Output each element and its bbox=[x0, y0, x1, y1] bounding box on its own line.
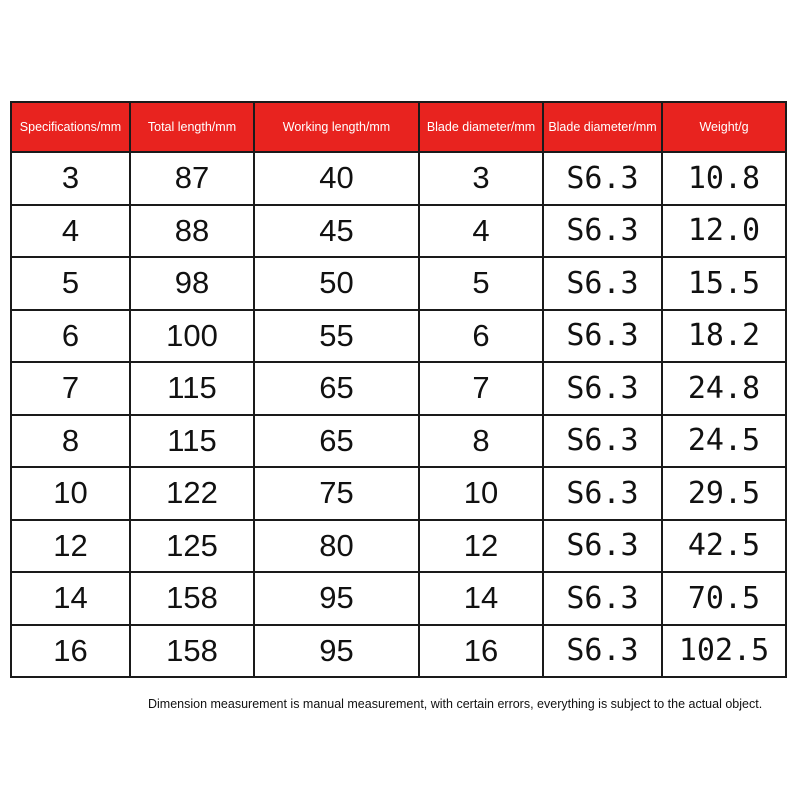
spec-cell: 3 bbox=[11, 152, 130, 205]
table-row bbox=[11, 467, 786, 520]
total-length-cell: 87 bbox=[130, 152, 254, 205]
working-length-cell: 75 bbox=[254, 467, 419, 520]
working-length-cell: 45 bbox=[254, 205, 419, 258]
table-body bbox=[11, 152, 786, 677]
blade-diameter-cell: 12 bbox=[419, 520, 543, 573]
total-length-cell: 88 bbox=[130, 205, 254, 258]
total-length-cell: 115 bbox=[130, 415, 254, 468]
weight-cell: 18.2 bbox=[662, 310, 786, 363]
table-row bbox=[11, 625, 786, 678]
blade-diameter-cell: 5 bbox=[419, 257, 543, 310]
total-length-cell: 98 bbox=[130, 257, 254, 310]
table-row bbox=[11, 362, 786, 415]
table-row bbox=[11, 205, 786, 258]
header-total-length: Total length/mm bbox=[130, 102, 254, 152]
header-blade-diameter-shank: Blade diameter/mm bbox=[543, 102, 662, 152]
table-row bbox=[11, 572, 786, 625]
spec-cell: 4 bbox=[11, 205, 130, 258]
spec-cell: 10 bbox=[11, 467, 130, 520]
shank-cell: S6.3 bbox=[543, 625, 662, 678]
spec-cell: 8 bbox=[11, 415, 130, 468]
blade-diameter-cell: 14 bbox=[419, 572, 543, 625]
total-length-cell: 125 bbox=[130, 520, 254, 573]
spec-cell: 5 bbox=[11, 257, 130, 310]
blade-diameter-cell: 8 bbox=[419, 415, 543, 468]
table-row bbox=[11, 310, 786, 363]
header-weight: Weight/g bbox=[662, 102, 786, 152]
footnote: Dimension measurement is manual measurement, with certain errors, everything is subject to the actual object. bbox=[148, 697, 763, 711]
working-length-cell: 65 bbox=[254, 415, 419, 468]
blade-diameter-cell: 10 bbox=[419, 467, 543, 520]
blade-diameter-cell: 6 bbox=[419, 310, 543, 363]
shank-cell: S6.3 bbox=[543, 572, 662, 625]
shank-cell: S6.3 bbox=[543, 205, 662, 258]
header-specifications: Specifications/mm bbox=[11, 102, 130, 152]
working-length-cell: 95 bbox=[254, 572, 419, 625]
table-row bbox=[11, 257, 786, 310]
shank-cell: S6.3 bbox=[543, 310, 662, 363]
shank-cell: S6.3 bbox=[543, 362, 662, 415]
blade-diameter-cell: 16 bbox=[419, 625, 543, 678]
weight-cell: 102.5 bbox=[662, 625, 786, 678]
blade-diameter-cell: 4 bbox=[419, 205, 543, 258]
total-length-cell: 100 bbox=[130, 310, 254, 363]
header-row bbox=[11, 102, 786, 152]
spec-cell: 14 bbox=[11, 572, 130, 625]
weight-cell: 42.5 bbox=[662, 520, 786, 573]
shank-cell: S6.3 bbox=[543, 257, 662, 310]
working-length-cell: 40 bbox=[254, 152, 419, 205]
weight-cell: 70.5 bbox=[662, 572, 786, 625]
weight-cell: 24.8 bbox=[662, 362, 786, 415]
working-length-cell: 65 bbox=[254, 362, 419, 415]
weight-cell: 12.0 bbox=[662, 205, 786, 258]
total-length-cell: 122 bbox=[130, 467, 254, 520]
blade-diameter-cell: 3 bbox=[419, 152, 543, 205]
total-length-cell: 158 bbox=[130, 572, 254, 625]
spec-cell: 7 bbox=[11, 362, 130, 415]
total-length-cell: 115 bbox=[130, 362, 254, 415]
header-blade-diameter: Blade diameter/mm bbox=[419, 102, 543, 152]
header-working-length: Working length/mm bbox=[254, 102, 419, 152]
shank-cell: S6.3 bbox=[543, 152, 662, 205]
shank-cell: S6.3 bbox=[543, 467, 662, 520]
weight-cell: 15.5 bbox=[662, 257, 786, 310]
weight-cell: 29.5 bbox=[662, 467, 786, 520]
spec-table bbox=[10, 101, 787, 678]
table-row bbox=[11, 415, 786, 468]
weight-cell: 24.5 bbox=[662, 415, 786, 468]
blade-diameter-cell: 7 bbox=[419, 362, 543, 415]
working-length-cell: 95 bbox=[254, 625, 419, 678]
working-length-cell: 55 bbox=[254, 310, 419, 363]
total-length-cell: 158 bbox=[130, 625, 254, 678]
spec-cell: 16 bbox=[11, 625, 130, 678]
table-row bbox=[11, 152, 786, 205]
shank-cell: S6.3 bbox=[543, 520, 662, 573]
table-row bbox=[11, 520, 786, 573]
working-length-cell: 50 bbox=[254, 257, 419, 310]
spec-cell: 12 bbox=[11, 520, 130, 573]
weight-cell: 10.8 bbox=[662, 152, 786, 205]
shank-cell: S6.3 bbox=[543, 415, 662, 468]
working-length-cell: 80 bbox=[254, 520, 419, 573]
spec-cell: 6 bbox=[11, 310, 130, 363]
